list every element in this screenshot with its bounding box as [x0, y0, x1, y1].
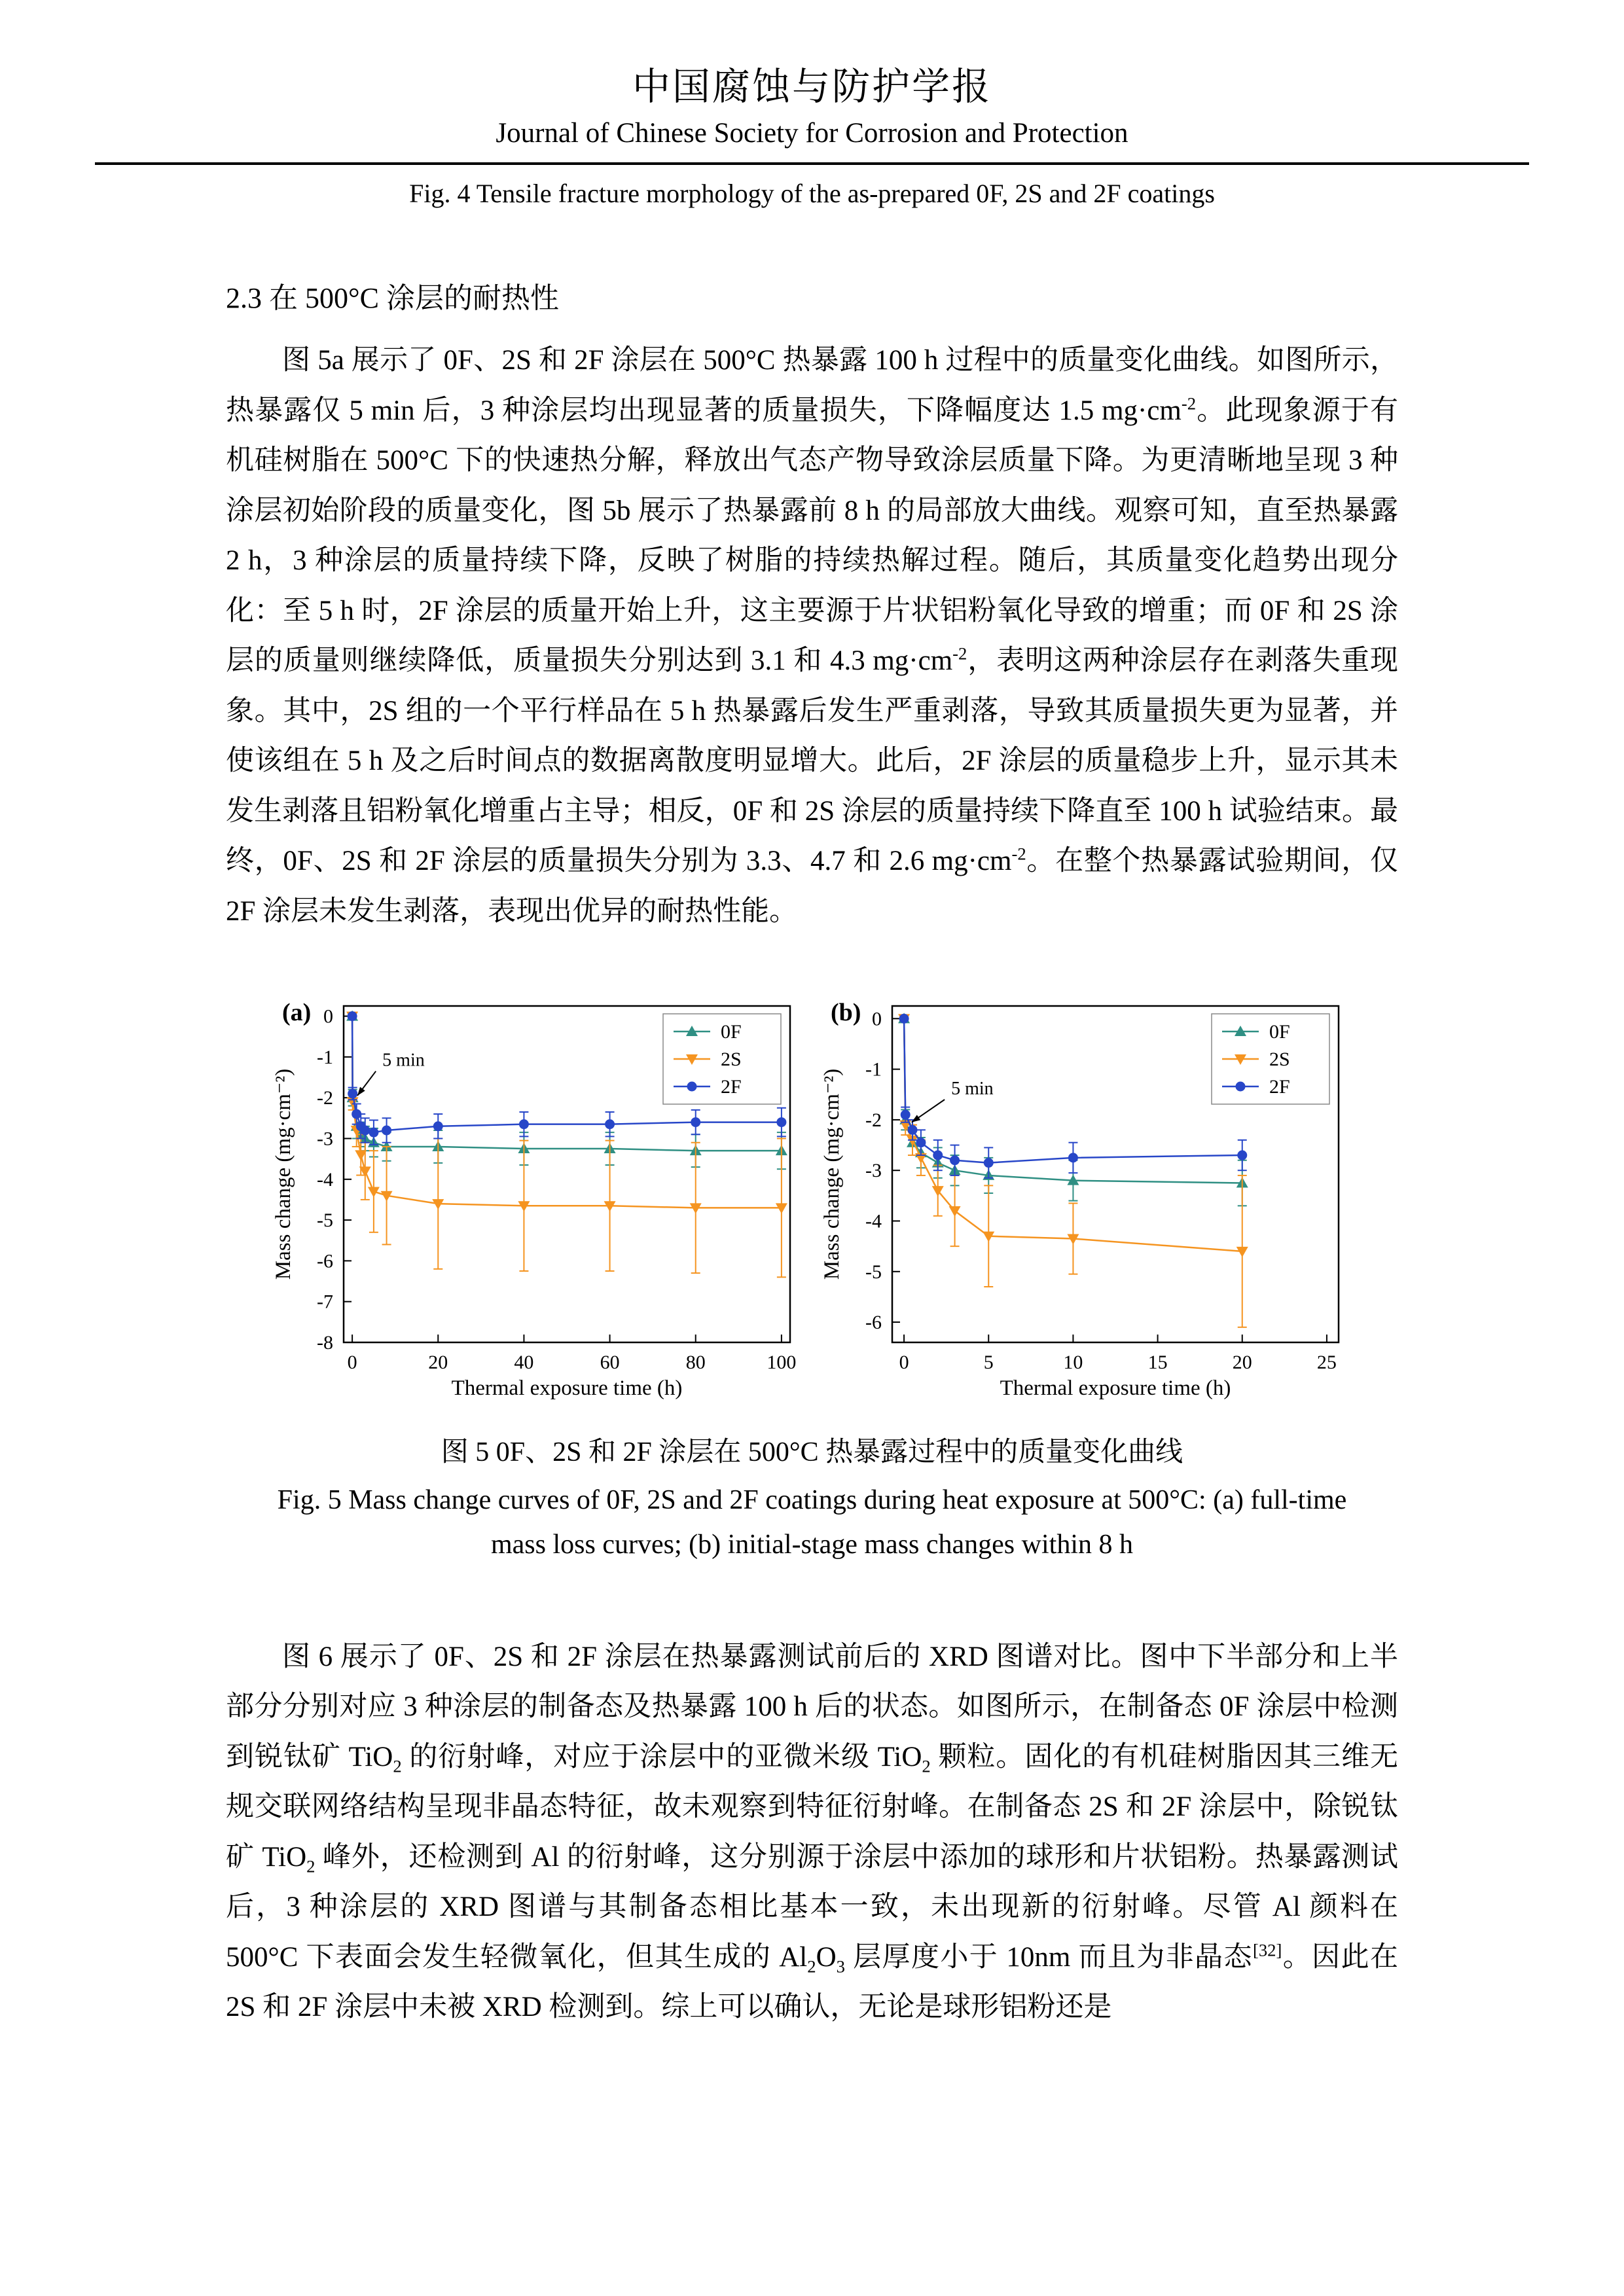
svg-text:5: 5 [983, 1352, 994, 1374]
svg-text:60: 60 [600, 1352, 620, 1374]
svg-text:2F: 2F [720, 1076, 742, 1098]
journal-title-cn: 中国腐蚀与防护学报 [632, 65, 992, 108]
svg-text:-2: -2 [316, 1087, 333, 1109]
svg-text:2F: 2F [1269, 1076, 1290, 1098]
svg-text:40: 40 [513, 1352, 533, 1374]
svg-text:-4: -4 [865, 1210, 882, 1232]
journal-title-en: Journal of Chinese Society for Corrosion and Protection [496, 118, 1128, 149]
svg-text:-6: -6 [316, 1250, 333, 1272]
svg-text:Mass change (mg·cm⁻²): Mass change (mg·cm⁻²) [820, 1069, 844, 1280]
svg-text:(b): (b) [830, 999, 861, 1027]
svg-text:-7: -7 [316, 1291, 333, 1314]
svg-text:10: 10 [1062, 1352, 1083, 1374]
svg-text:-6: -6 [865, 1312, 882, 1334]
svg-text:25: 25 [1316, 1352, 1337, 1374]
svg-text:-8: -8 [316, 1332, 333, 1354]
svg-text:Thermal exposure time (h): Thermal exposure time (h) [1000, 1376, 1231, 1401]
svg-text:100: 100 [766, 1352, 796, 1374]
svg-text:Thermal exposure time (h): Thermal exposure time (h) [451, 1376, 682, 1401]
svg-text:80: 80 [685, 1352, 706, 1374]
svg-text:-5: -5 [865, 1261, 882, 1283]
svg-text:5 min: 5 min [382, 1050, 425, 1071]
svg-text:-2: -2 [865, 1109, 882, 1132]
svg-text:-3: -3 [865, 1160, 882, 1182]
svg-text:0F: 0F [720, 1021, 742, 1043]
page-header [226, 56, 1398, 209]
svg-text:0: 0 [323, 1005, 333, 1028]
svg-text:20: 20 [1232, 1352, 1252, 1374]
chart-panel-a [266, 989, 810, 1408]
svg-text:-4: -4 [316, 1169, 333, 1191]
fig4-caption: Fig. 4 Tensile fracture morphology of the as-prepared 0F, 2S and 2F coatings [409, 179, 1215, 208]
svg-text:0: 0 [871, 1008, 882, 1030]
svg-text:0: 0 [347, 1352, 357, 1374]
svg-text:-1: -1 [316, 1047, 333, 1069]
svg-text:5 min: 5 min [950, 1079, 994, 1100]
svg-text:Mass change (mg·cm⁻²): Mass change (mg·cm⁻²) [271, 1069, 295, 1280]
svg-text:2S: 2S [720, 1049, 742, 1071]
svg-text:20: 20 [427, 1352, 448, 1374]
chart-panel-b [815, 989, 1358, 1408]
paragraph-1: 图 5a 展示了 0F、2S 和 2F 涂层在 500°C 热暴露 100 h 过程中的质量变化曲线。如图所示，热暴露仅 5 min 后，3 种涂层均出现显著的质量损失，下降幅度达 1.5 $mg\cdot cm^{-2}$。此现象源于有机硅树脂在 500°C 下的快速热分解，释放出气态产物导致涂层质量下降。为更清晰地呈现 3 种涂层初始阶段的质量变化，图 5b 展示了热暴露前 8 h 的局部放大曲线。观察可知，直至热暴露 2 h，3 种涂层的质量持续下降，反映了树脂的持续热解过程。随后，其质量变化趋势出现分化：至 5 h 时，2F 涂层的质量开始上升，这主要源于片状铝粉氧化导致的增重；而 0F 和 2S 涂层的质量则继续降低，质量损失分别达到 3.1 和 4.3 $mg\cdot cm^{-2}$，表明这两种涂层存在剥落失重现象。其中，2S 组的一个平行样品在 5 h 热暴露后发生严重剥落，导致其质量损失更为显著，并使该组在 5 h 及之后时间点的数据离散度明显增大。此后，2F 涂层的质量稳步上升，显示其未发生剥落且铝粉氧化增重占主导；相反，0F 和 2S 涂层的质量持续下降直至 100 h 试验结束。最终，0F、2S 和 2F 涂层的质量损失分别为 3.3、4.7 和 2.6 $mg\cdot cm^{-2}$。在整个热暴露试验期间，仅 2F 涂层未发生剥落，表现出优异的耐热性能。 [226, 345, 1399, 927]
fig5-caption-cn: 图 5 0F、2S 和 2F 涂层在 500°C 热暴露过程中的质量变化曲线 [441, 1437, 1183, 1468]
svg-text:-1: -1 [865, 1058, 882, 1081]
svg-text:2S: 2S [1269, 1049, 1290, 1071]
section-heading: 2.3 在 500°C 涂层的耐热性 [226, 282, 559, 314]
paragraph-2: 图 6 展示了 0F、2S 和 2F 涂层在热暴露测试前后的 XRD 图谱对比。图中下半部分和上半部分分别对应 3 种涂层的制备态及热暴露 100 h 后的状态。如图所示，在制备态 0F 涂层中检测到锐钛矿 TiO$_2$ 的衍射峰，对应于涂层中的亚微米级 TiO$_2$ 颗粒。固化的有机硅树脂因其三维无规交联网络结构呈现非晶态特征，故未观察到特征衍射峰。在制备态 2S 和 2F 涂层中，除锐钛矿 TiO$_2$ 峰外，还检测到 Al 的衍射峰，这分别源于涂层中添加的球形和片状铝粉。热暴露测试后，3 种涂层的 XRD 图谱与其制备态相比基本一致，未出现新的衍射峰。尽管 Al 颜料在 500°C 下表面会发生轻微氧化，但其生成的 $Al_2O_3$ 层厚度小于 10nm 而且为非晶态[32]。因此在 2S 和 2F 涂层中未被 XRD 检测到。综上可以确认，无论是球形铝粉还是 [226, 1641, 1398, 2023]
svg-text:-5: -5 [316, 1210, 333, 1232]
header-rule [95, 162, 1529, 165]
svg-text:15: 15 [1147, 1352, 1168, 1374]
figure-5 [226, 989, 1398, 1566]
figure-5-charts [226, 989, 1398, 1408]
svg-text:(a): (a) [281, 999, 311, 1027]
figure-5-caption [226, 1430, 1398, 1566]
svg-text:-3: -3 [316, 1128, 333, 1150]
fig5-caption-en: Fig. 5 Mass change curves of 0F, 2S and 2F coatings during heat exposure at 500°C: (a) full-time mass loss curves; (b) initial-stage mass changes within 8 h [277, 1485, 1347, 1560]
svg-text:0F: 0F [1269, 1021, 1290, 1043]
svg-text:0: 0 [899, 1352, 909, 1374]
